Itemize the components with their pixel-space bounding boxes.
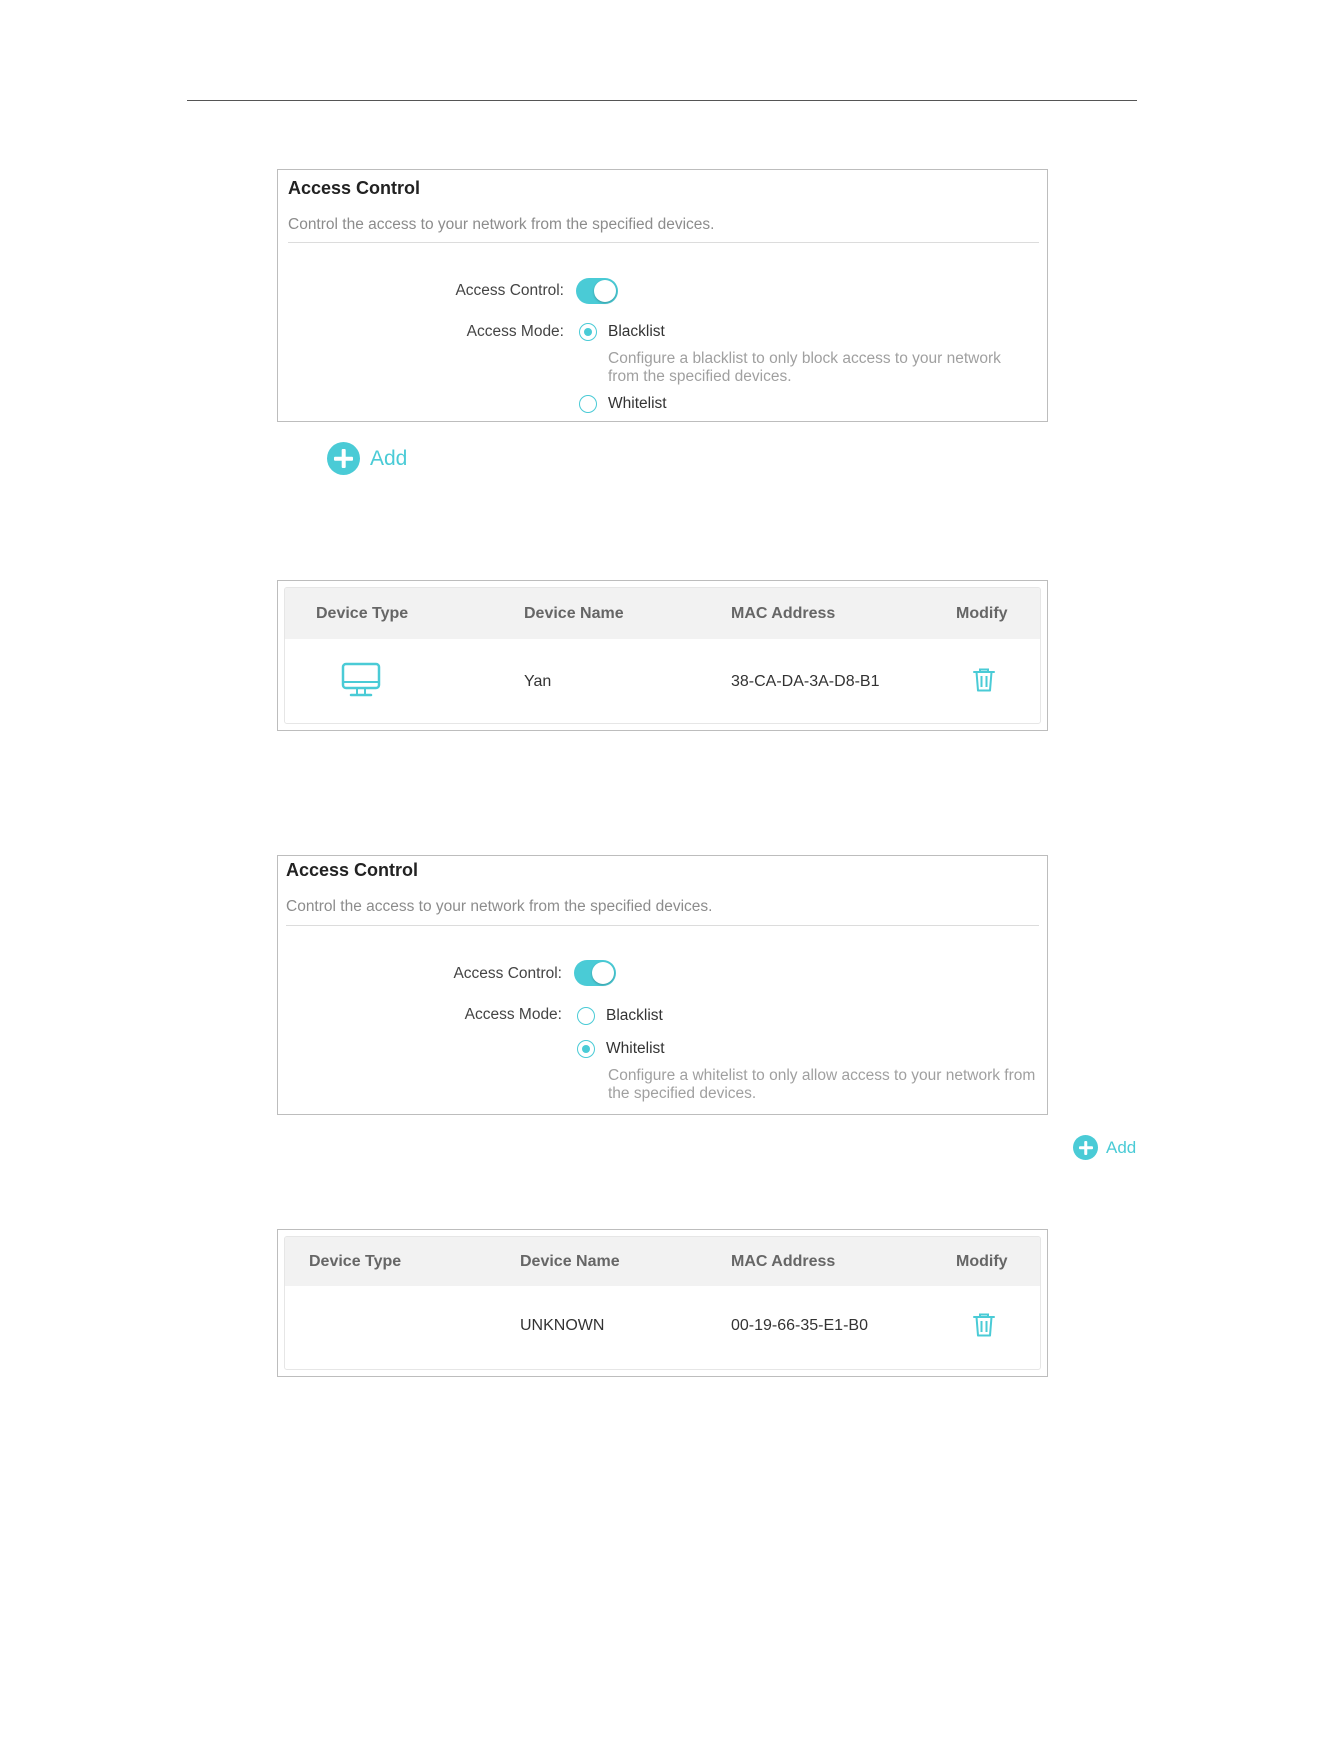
table-inner	[284, 587, 1041, 724]
radio-blacklist[interactable]	[577, 1007, 663, 1025]
plus-circle-icon	[1073, 1135, 1098, 1160]
radio-whitelist-circle[interactable]	[579, 395, 597, 413]
radio-blacklist-circle[interactable]	[579, 323, 597, 341]
panel-description: Control the access to your network from the specified devices.	[286, 898, 713, 915]
add-button[interactable]	[1073, 1135, 1136, 1160]
header-mac-address: MAC Address	[731, 605, 836, 622]
table-row	[285, 1286, 1040, 1370]
access-control-label: Access Control:	[455, 282, 564, 299]
access-control-toggle[interactable]	[574, 960, 616, 986]
access-control-panel-blacklist	[277, 169, 1048, 422]
header-mac-address: MAC Address	[731, 1253, 836, 1270]
add-button[interactable]	[327, 442, 407, 475]
toggle-knob	[594, 280, 616, 302]
table-row	[285, 639, 1040, 724]
cell-device-name: Yan	[524, 673, 552, 690]
radio-blacklist-label: Blacklist	[606, 1007, 663, 1024]
header-device-name: Device Name	[524, 605, 624, 622]
access-control-toggle[interactable]	[576, 278, 618, 304]
header-device-type: Device Type	[309, 1253, 402, 1270]
page-top-rule	[187, 100, 1137, 101]
cell-device-name: UNKNOWN	[520, 1317, 605, 1334]
radio-whitelist[interactable]	[577, 1040, 665, 1058]
whitelist-hint: Configure a whitelist to only allow access to your network from the specified devices.	[608, 1067, 1036, 1102]
table-header	[285, 588, 1040, 639]
cell-mac-address: 00-19-66-35-E1-B0	[731, 1317, 868, 1334]
monitor-icon	[341, 662, 381, 703]
trash-icon[interactable]	[972, 667, 996, 698]
header-modify: Modify	[956, 1253, 1008, 1270]
header-device-type: Device Type	[316, 605, 409, 622]
panel-description: Control the access to your network from the specified devices.	[288, 216, 715, 233]
cell-mac-address: 38-CA-DA-3A-D8-B1	[731, 673, 880, 690]
radio-whitelist-label: Whitelist	[608, 395, 667, 412]
plus-circle-icon	[327, 442, 360, 475]
panel-divider	[288, 242, 1039, 243]
radio-whitelist-circle[interactable]	[577, 1040, 595, 1058]
radio-blacklist[interactable]	[579, 323, 665, 341]
access-mode-label: Access Mode:	[466, 323, 564, 340]
panel-divider	[286, 925, 1039, 926]
header-modify: Modify	[956, 605, 1008, 622]
radio-whitelist[interactable]	[579, 395, 667, 413]
add-button-label: Add	[1106, 1137, 1137, 1157]
radio-blacklist-label: Blacklist	[608, 323, 665, 340]
table-header	[285, 1237, 1040, 1286]
radio-blacklist-circle[interactable]	[577, 1007, 595, 1025]
panel-title: Access Control	[286, 860, 419, 880]
access-mode-label: Access Mode:	[464, 1006, 562, 1023]
table-inner	[284, 1236, 1041, 1370]
radio-whitelist-label: Whitelist	[606, 1040, 665, 1057]
access-control-panel-whitelist	[277, 855, 1048, 1115]
add-button-label: Add	[370, 446, 408, 470]
device-table-blacklist	[277, 580, 1048, 731]
blacklist-hint: Configure a blacklist to only block access to your network from the specified devices.	[608, 350, 1001, 385]
device-table-whitelist	[277, 1229, 1048, 1377]
trash-icon[interactable]	[972, 1312, 996, 1343]
access-control-label: Access Control:	[453, 965, 562, 982]
toggle-knob	[592, 962, 614, 984]
panel-title: Access Control	[288, 178, 421, 198]
header-device-name: Device Name	[520, 1253, 620, 1270]
